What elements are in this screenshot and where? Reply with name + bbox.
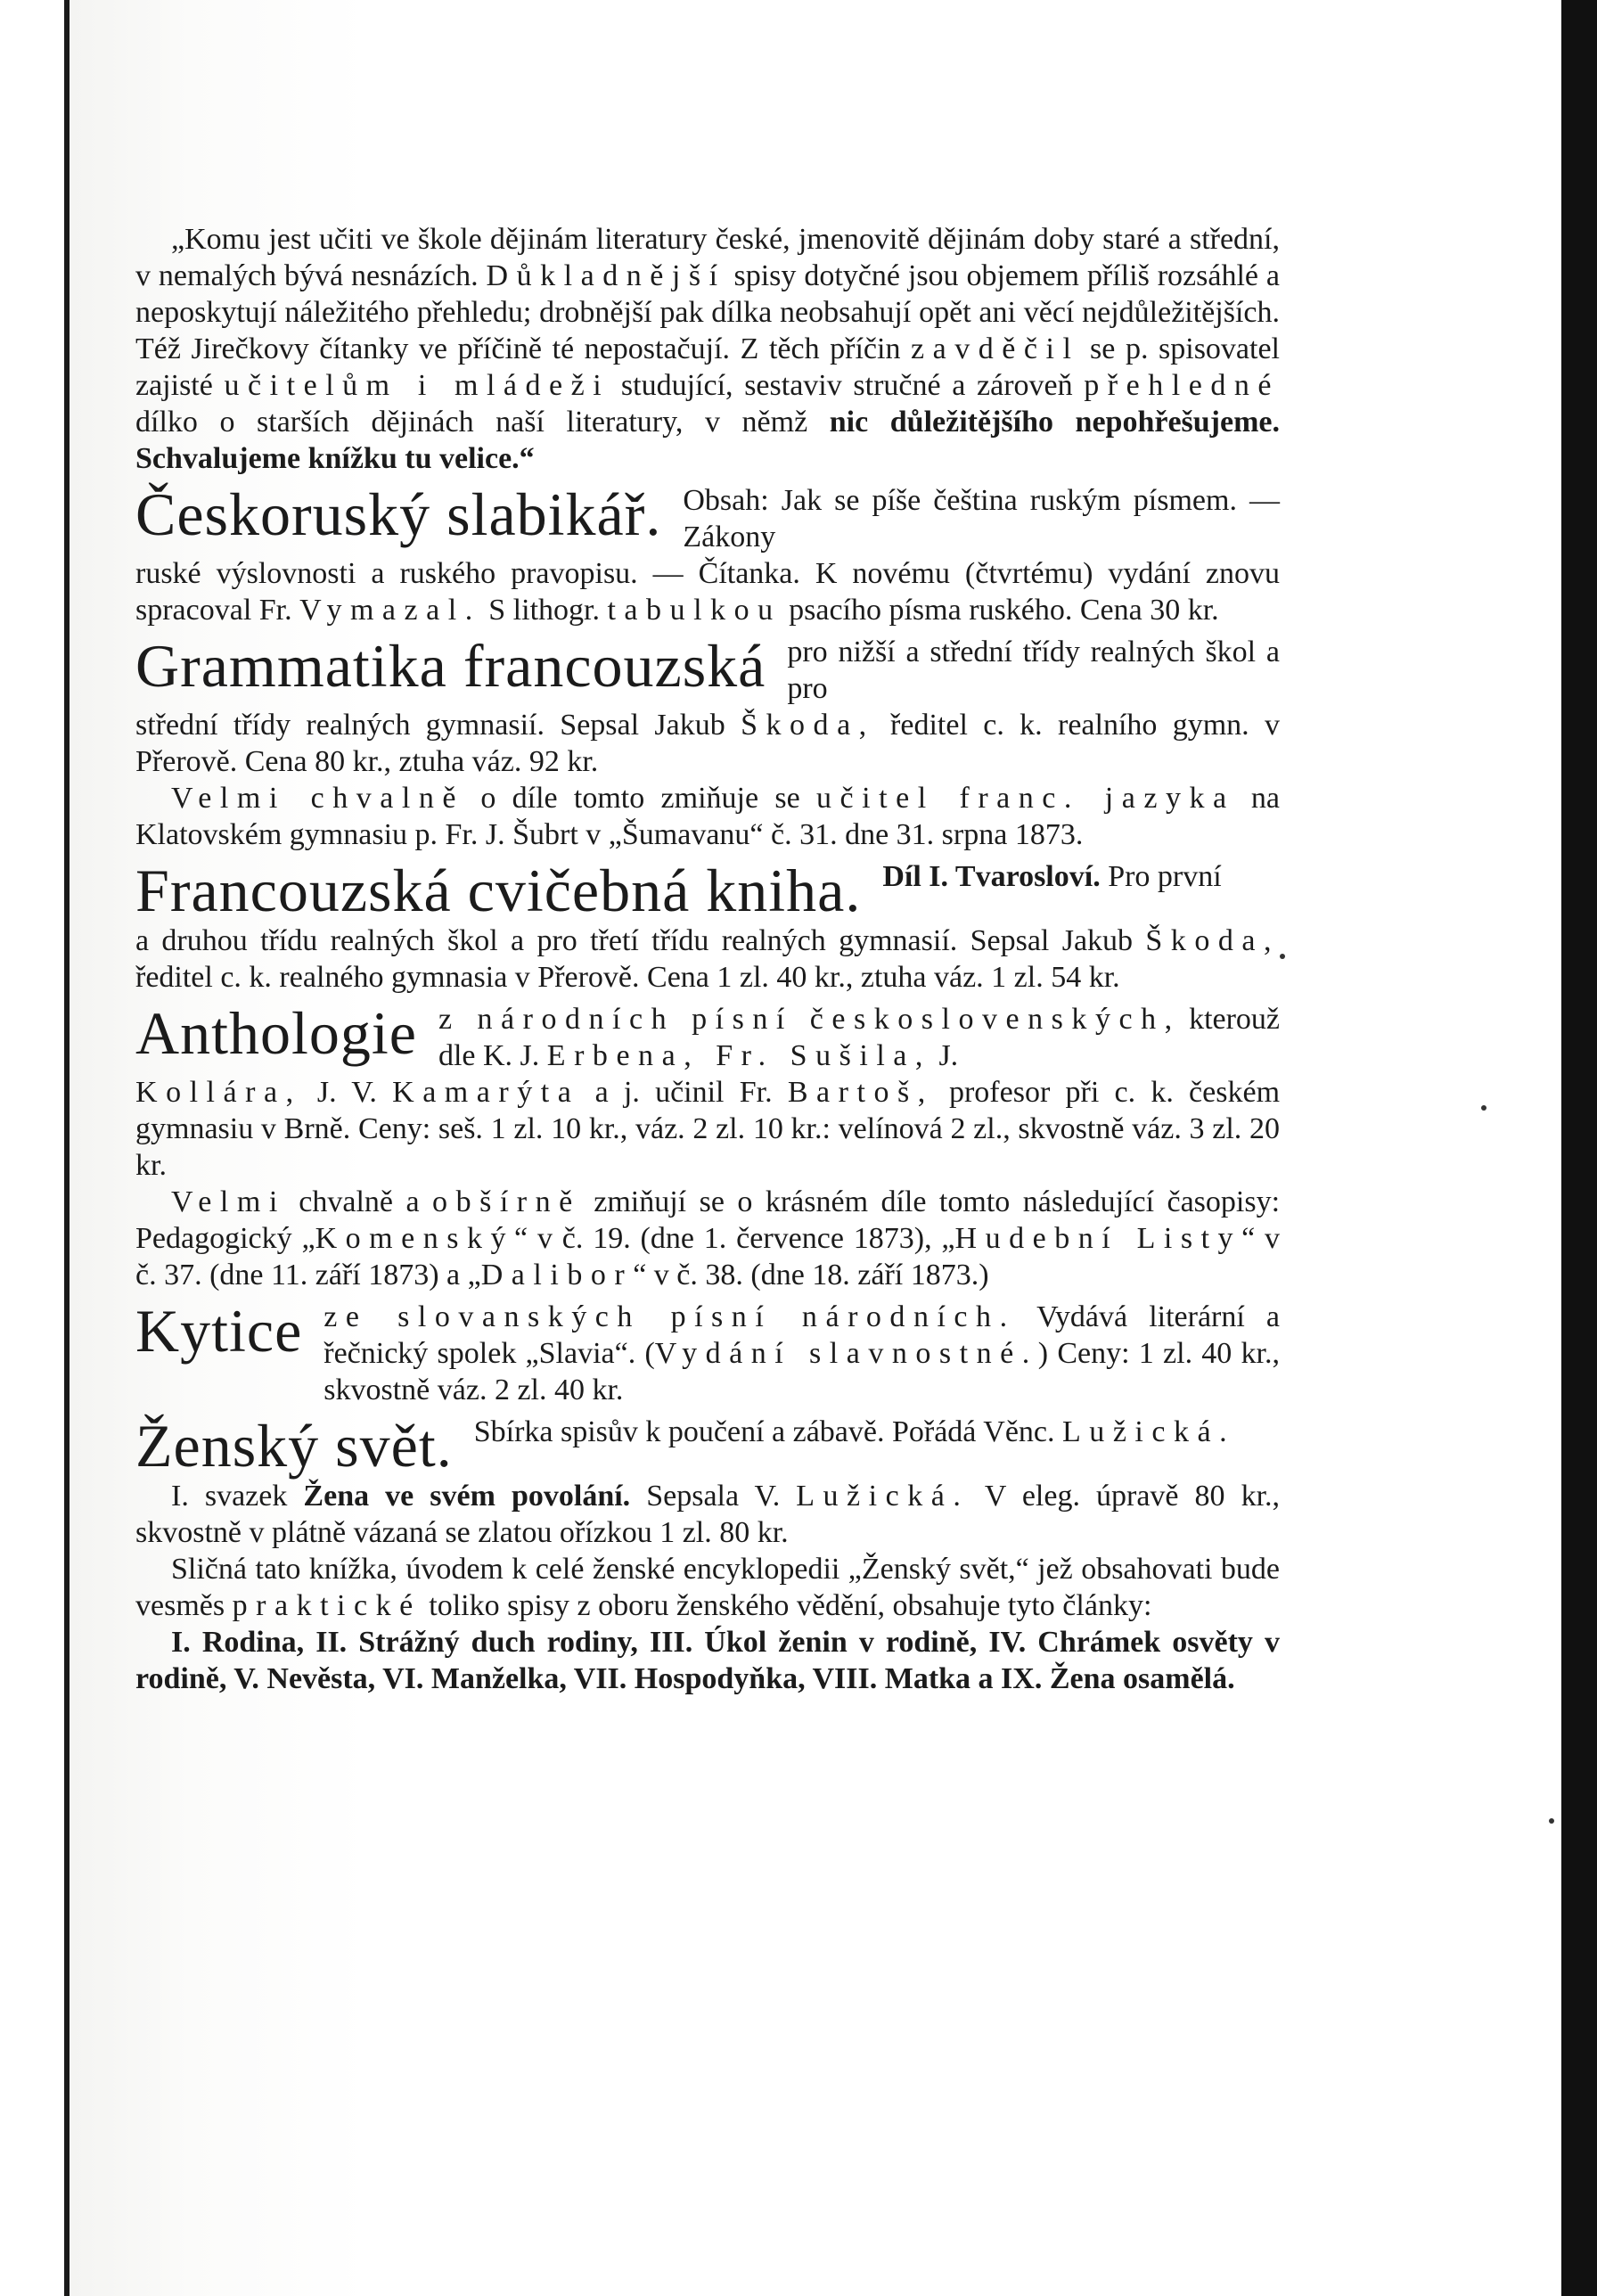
entry-title: Anthologie: [135, 999, 417, 1067]
entry-text: a j. učinil Fr.: [594, 1076, 773, 1109]
entry-text: kterouž dle K. J.: [438, 1003, 1281, 1072]
journal-name: Hudební Listy: [954, 1222, 1242, 1255]
entry-text: Sepsala V.: [646, 1480, 781, 1513]
entry-emphasis: obšírně: [432, 1185, 581, 1218]
page-text: [135, 221, 1280, 1702]
entry-emphasis: praktické: [232, 1589, 422, 1622]
entry-text: J. V.: [316, 1076, 377, 1109]
journal-name: Komenský: [315, 1222, 515, 1255]
entry-emphasis: tabulkou: [607, 594, 782, 627]
entry-title: Grammatika francouzská: [135, 632, 766, 700]
quote-emphasis: Důkladnější: [486, 259, 726, 292]
quote-emphasis: učitelům i mládeži: [224, 369, 610, 402]
entry-title: Francouzská cvičebná kniha.: [135, 857, 862, 924]
entry-author: Škoda,: [741, 709, 875, 742]
quote-bold: nic důležitějšího nepohřešujeme. Schvalujeme knížku tu velice.“: [135, 406, 1281, 475]
entry-text: “ v č. 38. (dne 18. září 1873.): [633, 1259, 989, 1292]
entry-text: Vydává literární a řečnický spolek „Slavia“. (: [323, 1300, 1281, 1370]
entry-author: Bartoš,: [787, 1076, 934, 1109]
entry-anthologie: [135, 1001, 1280, 1293]
entry-text: chvalně a: [299, 1185, 420, 1218]
entry-zensky-svet: [135, 1414, 1280, 1697]
entry-text: Sličná tato knížka, úvodem k celé ženské encyklopedii „Ženský svět,“ jež obsahovati bude vesměs: [135, 1553, 1280, 1622]
entry-emphasis: z národních písní československých,: [438, 1003, 1181, 1036]
scan-right-edge: [1561, 0, 1597, 2296]
print-speck: [1481, 1105, 1486, 1111]
entry-grammatika: [135, 634, 1280, 853]
entry-bold: Žena ve svém povolání.: [303, 1480, 631, 1513]
entry-ceskorusky: [135, 482, 1280, 628]
quote-emphasis: přehledné: [1084, 369, 1281, 402]
entry-subtitle: [882, 858, 1280, 895]
print-speck: [1549, 1818, 1554, 1824]
entry-text: Pro první: [1108, 860, 1222, 893]
entry-subtitle: [438, 1001, 1280, 1074]
quote-emphasis: zavděčil: [911, 332, 1080, 365]
entry-text: psacího písma ruského. Cena 30 kr.: [789, 594, 1219, 627]
quote-text: studující, sestaviv stručné a zároveň: [620, 369, 1073, 402]
entry-text: ředitel c. k. realního gymn. v Přerově. Cena 80 kr., ztuha váz. 92 kr.: [135, 709, 1281, 778]
entry-text: zmiňují se o krásném díle tomto následující časopisy: Pedagogický „: [135, 1185, 1281, 1255]
entry-text: ) Ceny: 1 zl. 40 kr., skvostně váz. 2 zl. 40 kr.: [323, 1337, 1280, 1406]
entry-emphasis: Velmi: [171, 1185, 286, 1218]
scan-left-margin: [0, 0, 70, 2296]
entry-text: “ v č. 19. (dne 1. července 1873), „: [514, 1222, 955, 1255]
entry-text: ředitel c. k. realného gymnasia v Přerově. Cena 1 zl. 40 kr., ztuha váz. 1 zl. 54 kr.: [135, 961, 1120, 994]
entry-text: na Klatovském gymnasiu p. Fr. J. Šubrt v „Šumavanu“ č. 31. dne 31. srpna 1873.: [135, 782, 1280, 851]
entry-text: střední třídy realných gymnasií. Sepsal Jakub: [135, 709, 725, 742]
entry-text: S lithogr.: [488, 594, 600, 627]
quote-text: dílko o starších dějinách naší literatury, v němž: [135, 406, 808, 439]
entry-text: I. svazek: [171, 1480, 288, 1513]
entry-francouzska: [135, 858, 1280, 996]
entry-subtitle: [323, 1299, 1280, 1408]
entry-text: a druhou třídu realných škol a pro třetí třídu realných gymnasií. Sepsal Jakub: [135, 924, 1134, 957]
entry-author: Erbena, Fr. Sušila,: [546, 1039, 931, 1072]
entry-text: ruské výslovnosti a ruského pravopisu. — Čítanka. K novému (čtvrtému) vydání znovu spracoval Fr.: [135, 557, 1280, 627]
entry-text: profesor při c. k. českém gymnasiu v Brně. Ceny: seš. 1 zl. 10 kr., váz. 2 zl. 10 kr.: velínová 2 zl., skvostně váz. 3 zl. 20 kr.: [135, 1076, 1281, 1182]
entry-text: V eleg. úpravě 80 kr., skvostně v plátně vázaná se zlatou ořízkou 1 zl. 80 kr.: [135, 1480, 1281, 1549]
review-quote: [135, 221, 1280, 477]
print-speck: [1280, 954, 1285, 959]
entry-author: Kamarýta: [392, 1076, 580, 1109]
entry-subtitle: [474, 1414, 1280, 1450]
chapter-list: I. Rodina, II. Strážný duch rodiny, III. Úkol ženin v rodině, IV. Chrámek osvěty v rodině, V. Nevěsta, VI. Manželka, VII. Hospodyňka, VIII. Matka a IX. Žena osamělá.: [135, 1626, 1280, 1695]
entry-author: Lužická.: [1062, 1415, 1236, 1448]
entry-text: o díle tomto zmiňuje se: [480, 782, 800, 815]
entry-title: Ženský svět.: [135, 1412, 453, 1480]
quote-text: spisy dotyčné jsou objemem příliš rozsáhlé a neposkytují náležitého přehledu; drobnější pak dílka neobsahují opět ani věcí nejdůležitějších. Též Jirečkovy čítanky ve příčině té nepostačují. Z těch příčin: [135, 259, 1281, 365]
entry-text: toliko spisy z oboru ženského vědění, obsahuje tyto články:: [429, 1589, 1152, 1622]
entry-subtitle: pro nižší a střední třídy realných škol a pro: [787, 636, 1280, 705]
journal-name: Dalibor: [480, 1259, 634, 1292]
entry-emphasis: Vydání slavnostné.: [654, 1337, 1038, 1370]
entry-title: Kytice: [135, 1297, 303, 1365]
quote-text: „Komu jest učiti ve škole dějinám literatury české, jmenovitě dějinám doby staré a střední, v nemalých bývá nesnázích.: [135, 223, 1280, 292]
entry-emphasis: Velmi chvalně: [171, 782, 464, 815]
entry-subtitle: Obsah: Jak se píše čeština ruským písmem. — Zákony: [683, 484, 1280, 554]
entry-author: Škoda,: [1145, 924, 1280, 957]
entry-bold: Díl I. Tvarosloví.: [882, 860, 1101, 893]
entry-author: Vymazal.: [299, 594, 481, 627]
entry-title: Českoruský slabikář.: [135, 480, 662, 548]
quote-text: se p. spisovatel zajisté: [135, 332, 1281, 402]
entry-emphasis: ze slovanských písní národních.: [323, 1300, 1016, 1333]
entry-emphasis: učitel franc. jazyka: [816, 782, 1235, 815]
entry-author: Lužická.: [796, 1480, 970, 1513]
entry-text: “ v č. 37. (dne 11. září 1873) a „: [135, 1222, 1281, 1292]
entry-author: Kollára,: [135, 1076, 302, 1109]
book-page: [70, 0, 1561, 2296]
entry-kytice: [135, 1299, 1280, 1408]
entry-text: J.: [938, 1039, 959, 1072]
entry-text: Sbírka spisův k poučení a zábavě. Pořádá Věnc.: [473, 1415, 1055, 1448]
